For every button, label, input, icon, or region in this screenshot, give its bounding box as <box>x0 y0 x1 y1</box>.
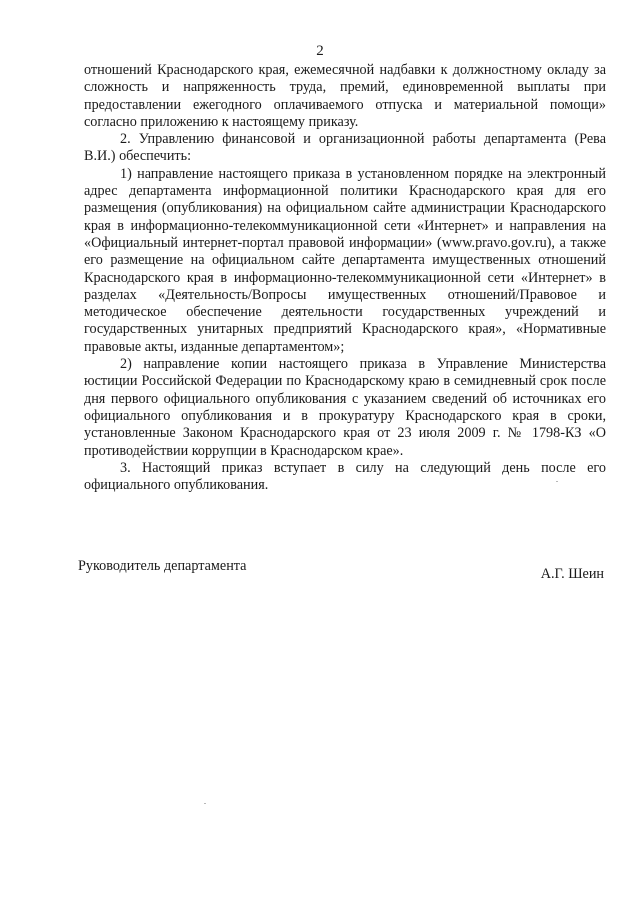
paragraph-subitem-2: 2) направление копии настоящего приказа в Управление Министерства юстиции Российской Федерации по Краснодарскому краю в семидневный срок после дня первого официального опубликования с указанием сведений об источниках его официального опубликования и в прокуратуру Краснодарского края в сроки, установленные Законом Краснодарского края от 23 июля 2009 г. № 1798-КЗ «О противодействии коррупции в Краснодарском крае». <box>84 356 606 459</box>
page-number: 2 <box>316 43 324 59</box>
signer-name: А.Г. Шеин <box>540 566 604 582</box>
signature-block <box>78 557 604 582</box>
document-body <box>84 62 606 494</box>
paragraph-continuation: отношений Краснодарского края, ежемесячной надбавки к должностному окладу за сложность и напряженность труда, премий, единовременной выплаты при предоставлении ежегодного оплачиваемого отпуска и материальной помощи» согласно приложению к настоящему приказу. <box>84 62 606 130</box>
scan-speck <box>556 481 558 482</box>
paragraph-item-3: 3. Настоящий приказ вступает в силу на следующий день после его официального опубликования. <box>84 459 606 494</box>
paragraph-subitem-1: 1) направление настоящего приказа в установленном порядке на электронный адрес департамента информационной политики Краснодарского края для его размещения (опубликования) на официальном сайте администрации Краснодарского края в информационно-телекоммуникационной сети «Интернет» и направления на «Официальный интернет-портал правовой информации» (www.pravo.gov.ru), а также его размещение на официальном сайте департамента имущественных отношений Краснодарского края в информационно-телекоммуникационной сети «Интернет» в разделах «Деятельность/Вопросы имущественных отношений/Правовое и методическое обеспечение деятельности государственных учреждений и государственных унитарных предприятий Краснодарского края», «Нормативные правовые акты, изданные департаментом»; <box>84 165 606 355</box>
signer-position: Руководитель департамента <box>78 558 247 574</box>
paragraph-item-2: 2. Управлению финансовой и организационной работы департамента (Рева В.И.) обеспечить: <box>84 131 606 165</box>
scan-speck <box>204 803 206 804</box>
